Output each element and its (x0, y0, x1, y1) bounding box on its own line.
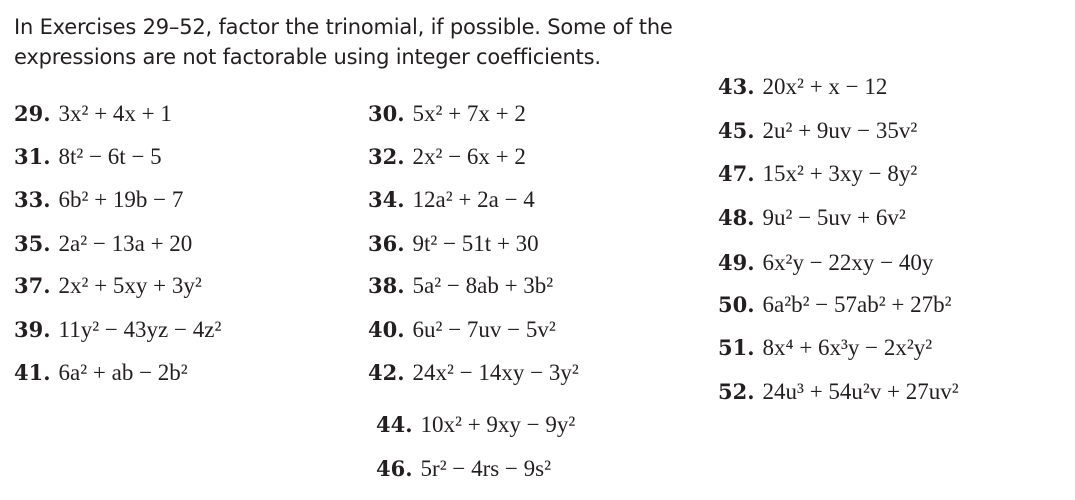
exercise-expression: 5r² − 4rs − 9s² (420, 456, 551, 481)
exercise-number: 47. (718, 161, 755, 186)
exercise-47 (718, 160, 917, 188)
exercise-32 (368, 143, 526, 171)
exercise-31 (14, 143, 162, 171)
exercise-number: 48. (718, 205, 755, 230)
exercise-expression: 3x² + 4x + 1 (58, 101, 172, 126)
exercise-number: 50. (718, 292, 755, 317)
exercise-number: 40. (368, 317, 405, 342)
exercise-43 (718, 73, 887, 101)
exercise-46 (376, 455, 551, 483)
exercise-number: 46. (376, 456, 413, 481)
exercise-number: 42. (368, 360, 405, 385)
exercise-number: 34. (368, 187, 405, 212)
exercise-expression: 8x⁴ + 6x³y − 2x²y² (762, 335, 933, 360)
exercise-40 (368, 316, 556, 344)
instructions-text: In Exercises 29–52, factor the trinomial, if possible. Some of the expressions are not factorable using integer coefficients. (14, 15, 673, 69)
exercise-45 (718, 117, 917, 145)
exercise-number: 44. (376, 412, 413, 437)
exercise-number: 45. (718, 118, 755, 143)
exercise-expression: 12a² + 2a − 4 (412, 187, 535, 212)
exercise-number: 49. (718, 250, 755, 275)
exercise-36 (368, 230, 539, 258)
exercise-34 (368, 186, 535, 214)
exercise-49 (718, 249, 933, 277)
exercise-expression: 6b² + 19b − 7 (58, 187, 184, 212)
exercise-number: 52. (718, 379, 755, 404)
exercise-expression: 6a² + ab − 2b² (58, 360, 188, 385)
exercise-number: 36. (368, 231, 405, 256)
exercise-44 (376, 411, 575, 439)
exercise-38 (368, 272, 553, 300)
exercise-expression: 2x² + 5xy + 3y² (58, 273, 202, 298)
exercise-expression: 6x²y − 22xy − 40y (762, 250, 934, 275)
exercise-number: 43. (718, 74, 755, 99)
exercise-30 (368, 100, 526, 128)
exercise-42 (368, 359, 579, 387)
exercise-expression: 2u² + 9uv − 35v² (762, 118, 918, 143)
exercise-expression: 9t² − 51t + 30 (412, 231, 539, 256)
exercise-number: 39. (14, 317, 51, 342)
exercise-expression: 20x² + x − 12 (762, 74, 888, 99)
exercise-expression: 2x² − 6x + 2 (412, 144, 526, 169)
exercise-number: 31. (14, 144, 51, 169)
exercise-39 (14, 316, 221, 344)
exercise-50 (718, 291, 952, 319)
exercise-number: 29. (14, 101, 51, 126)
exercise-29 (14, 100, 172, 128)
exercise-52 (718, 378, 959, 406)
exercise-number: 51. (718, 335, 755, 360)
exercise-37 (14, 272, 202, 300)
exercise-number: 33. (14, 187, 51, 212)
exercise-expression: 11y² − 43yz − 4z² (58, 317, 222, 342)
exercise-expression: 5x² + 7x + 2 (412, 101, 526, 126)
exercise-expression: 6u² − 7uv − 5v² (412, 317, 556, 342)
exercise-33 (14, 186, 183, 214)
exercise-expression: 8t² − 6t − 5 (58, 144, 162, 169)
exercise-expression: 6a²b² − 57ab² + 27b² (762, 292, 952, 317)
exercise-number: 30. (368, 101, 405, 126)
exercise-51 (718, 334, 932, 362)
exercise-expression: 2a² − 13a + 20 (58, 231, 193, 256)
exercise-48 (718, 204, 906, 232)
exercise-expression: 24u³ + 54u²v + 27uv² (762, 379, 959, 404)
exercise-41 (14, 359, 188, 387)
exercise-35 (14, 230, 192, 258)
exercise-expression: 10x² + 9xy − 9y² (420, 412, 576, 437)
exercise-number: 38. (368, 273, 405, 298)
exercise-number: 41. (14, 360, 51, 385)
exercise-expression: 9u² − 5uv + 6v² (762, 205, 906, 230)
exercise-expression: 5a² − 8ab + 3b² (412, 273, 554, 298)
exercise-number: 32. (368, 144, 405, 169)
exercise-number: 35. (14, 231, 51, 256)
exercise-expression: 24x² − 14xy − 3y² (412, 360, 579, 385)
exercise-number: 37. (14, 273, 51, 298)
exercise-expression: 15x² + 3xy − 8y² (762, 161, 918, 186)
